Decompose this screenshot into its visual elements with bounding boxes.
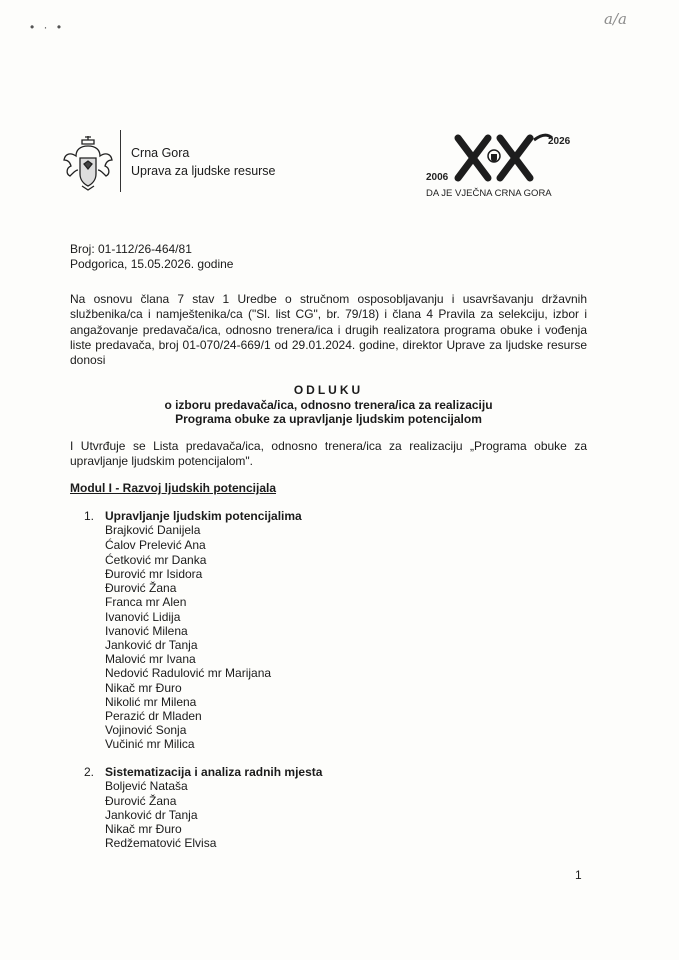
list-item: Brajković Danijela: [105, 523, 201, 537]
list-item: Nikač mr Đuro: [105, 822, 182, 836]
decision-subtitle-1: o izboru predavača/ica, odnosno trenera/ica za realizaciju: [164, 398, 493, 412]
list-item: Perazić dr Mladen: [105, 709, 202, 723]
list-item: Franca mr Alen: [105, 595, 187, 609]
decision-subtitle-2: Programa obuke za upravljanje ljudskim potencijalom: [175, 412, 482, 426]
list-item: Janković dr Tanja: [105, 638, 198, 652]
list-item: Đurović mr Isidora: [105, 567, 203, 581]
list-item: Ćalov Prelević Ana: [105, 538, 206, 552]
list-item: Đurović Žana: [105, 581, 177, 595]
org-name: Uprava za ljudske resurse: [131, 164, 276, 178]
decision-title: ODLUKU: [293, 383, 364, 397]
place-date: Podgorica, 15.05.2026. godine: [70, 257, 234, 271]
header-divider: [120, 130, 121, 192]
list-item: Redžematović Elvisa: [105, 836, 217, 850]
module-title: Modul I - Razvoj ljudskih potencijala: [70, 481, 277, 495]
section-title: Upravljanje ljudskim potencijalima: [105, 509, 302, 523]
anniversary-year-end: 2026: [548, 136, 571, 147]
list-item: Ćetković mr Danka: [105, 553, 207, 567]
document-number: Broj: 01-112/26-464/81: [70, 242, 192, 256]
preamble-text: Na osnovu člana 7 stav 1 Uredbe o stručnom osposobljavanju i usavršavanju državnih službenika/ca i namještenika/ca ("Sl. list CG", br. 79/18) i člana 4 Pravila za selekciju, izbor i angažovanje predavača/ica, odnosno trenera/ica i drugih realizatora programa obuke i vođenja liste predavača, broj 01-070/24-669/1 od 29.01.2024. godine, direktor Uprave za ljudske resurse donosi: [70, 292, 587, 368]
anniversary-logo: [424, 130, 584, 200]
article-1-text: I Utvrđuje se Lista predavača/ica, odnosno trenera/ica za realizaciju „Programa obuke za upravljanje ljudskim potencijalom".: [70, 439, 587, 469]
anniversary-motto: DA JE VJEČNA CRNA GORA: [426, 188, 552, 199]
list-item: Ivanović Milena: [105, 624, 188, 638]
list-item: Nikolić mr Milena: [105, 695, 197, 709]
handwritten-note: a/a: [604, 10, 627, 28]
org-country: Crna Gora: [131, 146, 190, 160]
list-item: Vučinić mr Milica: [105, 737, 195, 751]
list-item: Nikač mr Đuro: [105, 681, 182, 695]
anniversary-year-start: 2006: [426, 172, 449, 183]
list-item: Nedović Radulović mr Marijana: [105, 666, 272, 680]
list-item: Đurović Žana: [105, 794, 177, 808]
section-title: Sistematizacija i analiza radnih mjesta: [105, 765, 323, 779]
section-number: 1.: [84, 509, 95, 523]
list-item: Ivanović Lidija: [105, 610, 181, 624]
list-item: Janković dr Tanja: [105, 808, 198, 822]
page-number: 1: [575, 868, 582, 882]
section-number: 2.: [84, 765, 95, 779]
list-item: Malović mr Ivana: [105, 652, 196, 666]
list-item: Vojinović Sonja: [105, 723, 187, 737]
list-item: Boljević Nataša: [105, 779, 188, 793]
corner-marks: • · •: [30, 20, 65, 34]
coat-of-arms-icon: [62, 134, 114, 192]
